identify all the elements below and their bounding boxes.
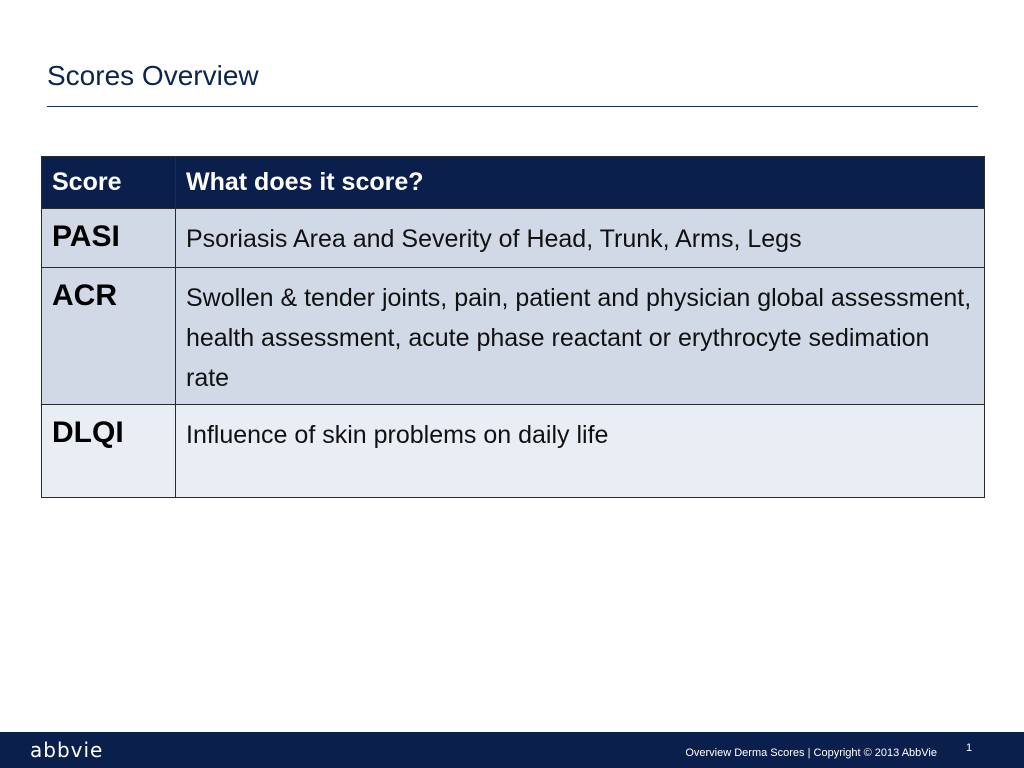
- footer-bar: [0, 732, 1024, 768]
- score-description-cell: Psoriasis Area and Severity of Head, Trunk, Arms, Legs: [176, 209, 985, 268]
- table-row: [42, 209, 985, 268]
- table-header-row: [42, 157, 985, 209]
- column-header-score: Score: [42, 157, 176, 209]
- column-header-description: What does it score?: [176, 157, 985, 209]
- page-number: 1: [966, 742, 973, 754]
- score-name-cell: DLQI: [42, 405, 176, 498]
- title-divider: [47, 106, 978, 107]
- slide-title: Scores Overview: [47, 60, 259, 91]
- footer-copyright: Overview Derma Scores | Copyright © 2013 AbbVie: [685, 747, 937, 759]
- score-description-cell: Influence of skin problems on daily life: [176, 405, 985, 498]
- table-row: [42, 268, 985, 405]
- scores-table: [41, 156, 985, 498]
- score-name-cell: ACR: [42, 268, 176, 405]
- abbvie-logo: abbvie: [30, 738, 104, 762]
- table-row: [42, 405, 985, 498]
- score-description-cell: Swollen & tender joints, pain, patient and physician global assessment, health assessment, acute phase reactant or erythrocyte sedimation rate: [176, 268, 985, 405]
- score-name-cell: PASI: [42, 209, 176, 268]
